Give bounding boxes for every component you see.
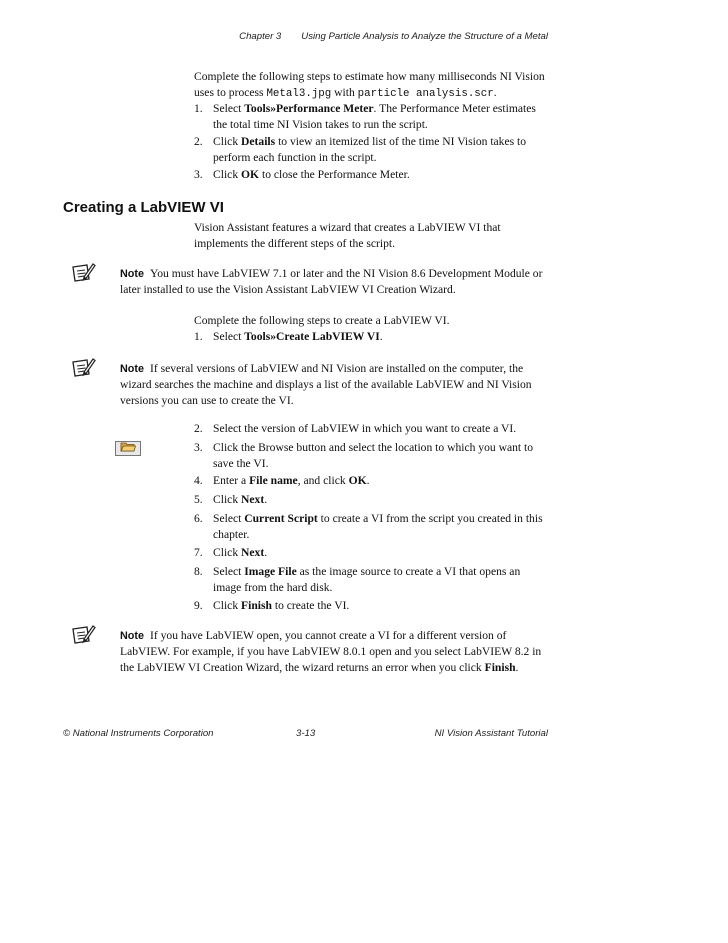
footer-copyright: © National Instruments Corporation xyxy=(63,728,214,739)
note-prerequisites: Note You must have LabVIEW 7.1 or later and the NI Vision 8.6 Development Module or later installed to use the Vision Assistant LabVIEW VI Creation Wizard. xyxy=(120,267,543,296)
intro-paragraph: Complete the following steps to estimate how many milliseconds NI Vision uses to process Metal3.jpg with particle analysis.scr. xyxy=(194,70,545,100)
note-version-mismatch: Note If you have LabVIEW open, you cannot create a VI for a different version of LabVIEW. For example, if you have LabVIEW 8.0.1 open and you select LabVIEW 8.2 in the LabVIEW VI Creation Wizard, the wizard returns an error when you click Finish. xyxy=(120,629,542,674)
script-name: particle analysis.scr xyxy=(357,88,494,100)
pencil-note-icon xyxy=(72,357,96,379)
folder-icon xyxy=(120,441,136,457)
note-label: Note xyxy=(120,363,144,375)
note-multiple-versions: Note If several versions of LabVIEW and NI Vision are installed on the computer, the wizard searches the machine and displays a list of the available LabVIEW and NI Vision versions you can use to create the VI. xyxy=(120,362,532,407)
browse-button[interactable] xyxy=(115,441,141,456)
header-title: Using Particle Analysis to Analyze the Structure of a Metal xyxy=(301,31,548,42)
footer-doc-title: NI Vision Assistant Tutorial xyxy=(434,728,548,739)
file-name-metal3: Metal3.jpg xyxy=(266,88,332,100)
pencil-note-icon xyxy=(72,624,96,646)
page-number: 3-13 xyxy=(296,728,316,739)
section-intro: Vision Assistant features a wizard that creates a LabVIEW VI that implements the different steps of the script. xyxy=(194,221,501,250)
create-vi-intro: Complete the following steps to create a LabVIEW VI. xyxy=(194,314,450,327)
header-chapter: Chapter 3 xyxy=(239,31,282,42)
pencil-note-icon xyxy=(72,262,96,284)
note-label: Note xyxy=(120,630,144,642)
page-header xyxy=(0,29,548,45)
note-label: Note xyxy=(120,268,144,280)
section-heading: Creating a LabVIEW VI xyxy=(63,199,224,216)
